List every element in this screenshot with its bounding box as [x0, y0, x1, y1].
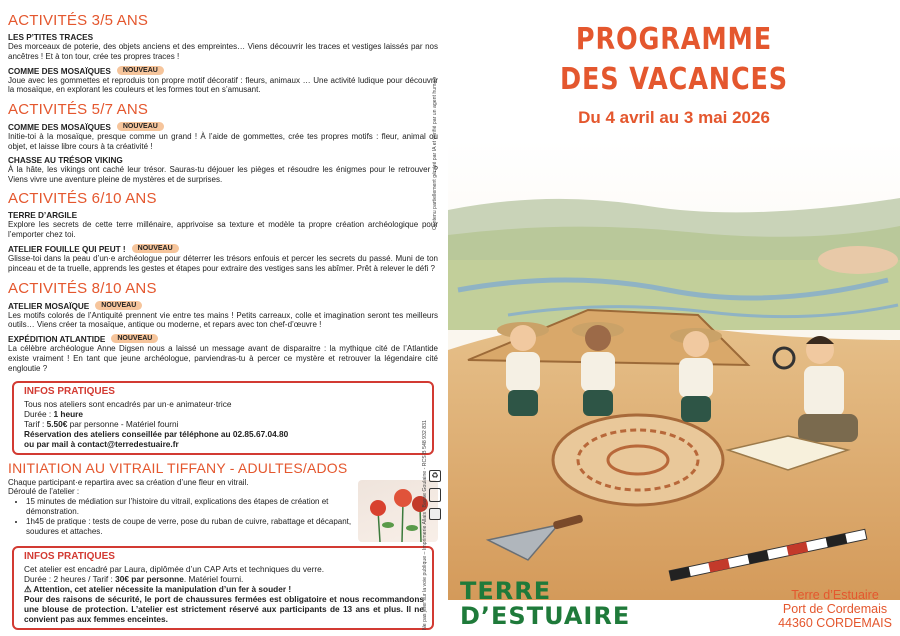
- address-block: [778, 588, 892, 630]
- info-booking-phone: Réservation des ateliers conseillée par téléphone au 02.85.67.04.80: [24, 428, 289, 439]
- vitrail-info-box: [12, 546, 434, 630]
- recycle-icon: ♻: [429, 470, 441, 482]
- activity-title: COMME DES MOSAÏQUES NOUVEAU: [8, 66, 438, 76]
- fold-strip: [420, 0, 446, 636]
- info-line: Cet atelier est encadré par Laura, diplômée d’un CAP Arts et techniques du verre.: [24, 563, 325, 574]
- activity-description: La célèbre archéologue Anne Digsen nous a laissé un message avant de disparaitre : la mythique cité de l’Atlantide existe vraiment ! En tant que jeune archéologue, parviendras-tu à percer ce mystère et retrouver la légendaire cité engloutie ?: [8, 344, 438, 373]
- info-title: INFOS PRATIQUES: [24, 385, 115, 397]
- info-price: Tarif : 5.50€ par personne - Matériel fourni: [24, 418, 179, 429]
- activity-description: À la hâte, les vikings ont caché leur trésor. Sauras-tu déjouer les pièges et résoudre les énigmes pour le retrouver ? Viens vivre une aventure pleine de mystères et de surprises.: [8, 164, 438, 184]
- cover-title-line1: PROGRAMME: [575, 22, 773, 57]
- bin-icon: [429, 508, 441, 520]
- info-warning: ⚠ Attention, cet atelier nécessite la manipulation d’un fer à souder !: [24, 583, 292, 594]
- activity-description: Joue avec les gommettes et reproduis ton propre motif décoratif : fleurs, animaux … Une activité ludique pour découvrir la mosaïque, en explorant les couleurs et les formes tout en s’amusant.: [8, 75, 438, 95]
- cover-page: [448, 0, 900, 636]
- triman-icon: [429, 488, 441, 502]
- section-6-10: [8, 190, 438, 273]
- practical-info-box: [12, 381, 434, 455]
- activity-description: Initie-toi à la mosaïque, presque comme un grand ! À l’aide de gommettes, crée tes propres motifs : fleur, animal ou objet, et laisse libre cours à ta créativité !: [8, 132, 438, 151]
- activity-description: Les motifs colorés de l’Antiquité prennent vie entre tes mains ! Petits carreaux, colle et imagination seront tes meilleurs outils… Viens créer ta mosaïque, antique ou moderne, et repars avec ton chef-d’œuvre !: [8, 310, 438, 330]
- info-duration: Durée : 1 heure: [24, 408, 84, 419]
- activity-description: Des morceaux de poterie, des objets anciens et des empreintes… Viens découvrir les traces et vestiges laissés par nos ancêtres ! Et à ton tour, crée tes propres traces !: [8, 42, 438, 61]
- new-badge: NOUVEAU: [111, 334, 158, 343]
- activity-description: Explore les secrets de cette terre millénaire, apprivoise sa texture et modèle ta propre création archéologique pour l’emporter chez toi.: [8, 220, 438, 240]
- logo-line1: TERRE: [460, 577, 552, 605]
- new-badge: NOUVEAU: [132, 244, 179, 253]
- cover-title-line2: DES VACANCES: [559, 62, 789, 97]
- vitrail-steps: [26, 497, 352, 536]
- vitrail-intro: Chaque participant·e repartira avec sa création d’une fleur en vitrail.: [8, 477, 249, 487]
- info-line: Tous nos ateliers sont encadrés par un·e animateur·trice: [24, 398, 232, 409]
- activity-description: Glisse-toi dans la peau d’un·e archéologue pour déterrer les trésors enfouis et percer les secrets du passé. Muni de ton pinceau et de ta truelle, apprends les gestes et étapes pour extraire des vestiges sans les abîmer. Prêt à relever le défi ?: [8, 253, 438, 273]
- activity-title: ATELIER FOUILLE QUI PEUT ! NOUVEAU: [8, 244, 438, 254]
- section-heading: ACTIVITÉS 3/5 ANS: [8, 12, 149, 29]
- section-vitrail: [8, 460, 438, 542]
- list-item: • 1h45 de pratique : tests de coupe de verre, pose du ruban de cuivre, rabattage et décapant, soudures et attaches.: [26, 517, 352, 537]
- section-5-7: [8, 101, 438, 184]
- cover-dates: Du 4 avril au 3 mai 2026: [578, 108, 770, 127]
- section-heading: INITIATION AU VITRAIL TIFFANY - ADULTES/ADOS: [8, 459, 348, 476]
- new-badge: NOUVEAU: [117, 66, 164, 75]
- address-street: Port de Cordemais: [782, 602, 888, 616]
- vitrail-steps-label: Déroulé de l’atelier :: [8, 487, 80, 497]
- activities-page: [0, 0, 448, 636]
- info-booking-mail: ou par mail à contact@terredestuaire.fr: [24, 438, 179, 449]
- info-safety: Pour des raisons de sécurité, le port de chaussures fermées est obligatoire et nous recommandons une blouse de protection. L’atelier est strictement réservé aux participants de 13 ans et plus. Il ne convient pas aux femmes enceintes.: [24, 593, 424, 624]
- info-title: INFOS PRATIQUES: [24, 550, 115, 562]
- activity-title: TERRE D’ARGILE: [8, 211, 78, 221]
- section-heading: ACTIVITÉS 8/10 ANS: [8, 279, 157, 297]
- section-heading: ACTIVITÉS 5/7 ANS: [8, 101, 149, 119]
- activity-title: CHASSE AU TRÉSOR VIKING: [8, 155, 123, 165]
- activity-title: LES P’TITES TRACES: [8, 33, 94, 42]
- list-item: • 15 minutes de médiation sur l’histoire du vitrail, explications des étapes de création et démonstration.: [26, 497, 352, 517]
- section-3-5: [8, 12, 438, 95]
- address-city: 44360 CORDEMAIS: [778, 616, 892, 630]
- section-8-10: [8, 280, 438, 374]
- logo-line2: D’ESTUAIRE: [460, 602, 631, 630]
- activity-title: ATELIER MOSAÏQUE NOUVEAU: [8, 301, 438, 311]
- info-duration-price: Durée : 2 heures / Tarif : 30€ par personne. Matériel fourni.: [24, 573, 244, 584]
- new-badge: NOUVEAU: [117, 122, 164, 131]
- archaeology-illustration: [448, 140, 900, 600]
- activity-title: COMME DES MOSAÏQUES NOUVEAU: [8, 122, 438, 132]
- activity-title: EXPÉDITION ATLANTIDE NOUVEAU: [8, 334, 438, 344]
- new-badge: NOUVEAU: [95, 301, 142, 310]
- legal-mention: Ne pas jeter sur la voie publique – Imprimerie Allais - Basse Goulaine - RCS B 548 932 831: [422, 420, 428, 630]
- address-name: Terre d’Estuaire: [791, 588, 879, 602]
- section-heading: ACTIVITÉS 6/10 ANS: [8, 190, 157, 208]
- ai-mention: Contenu partiellement généré par IA et vérifié par un agent humain: [432, 76, 438, 230]
